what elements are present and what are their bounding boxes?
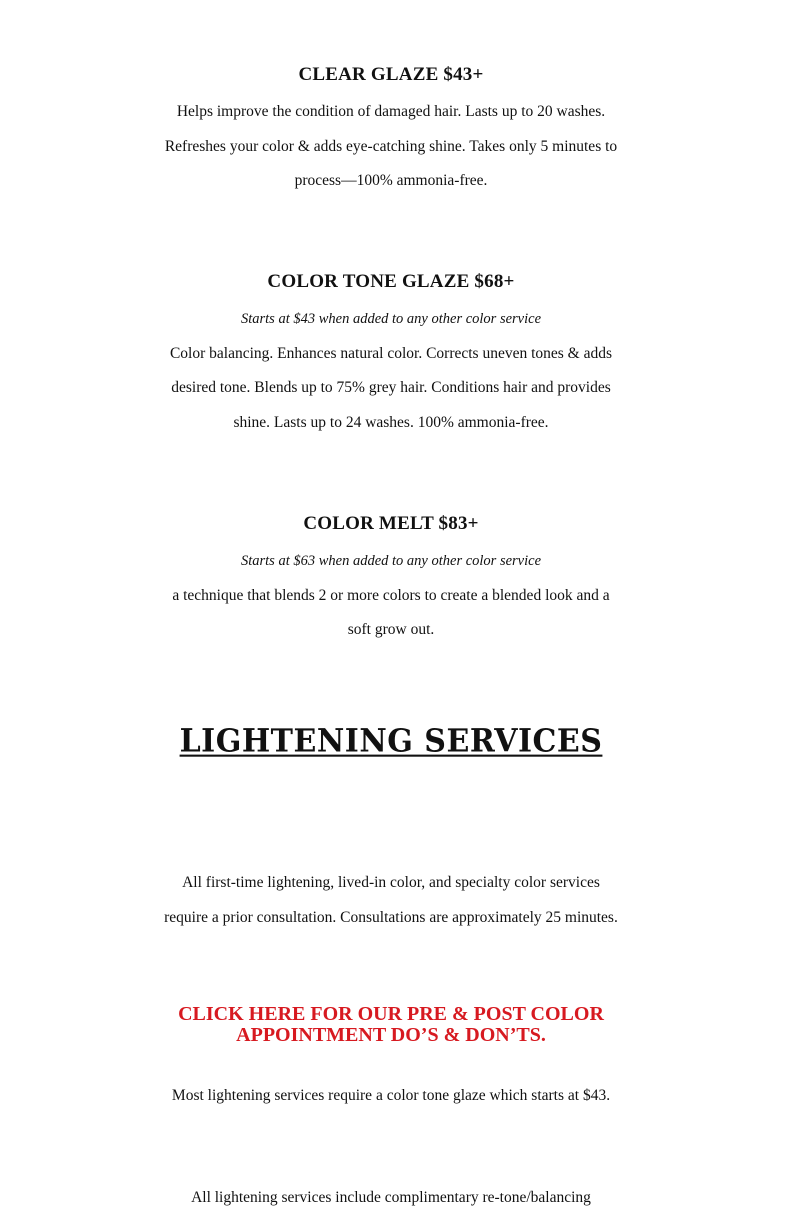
retone-text: All lightening services include complimentary re-tone/balancing [191, 1189, 591, 1206]
service-note: Starts at $63 when added to any other color service [240, 553, 542, 569]
service-description: Helps improve the condition of damaged hair. Lasts up to 20 washes. Refreshes your color & adds eye-catching shine. Takes only 5 minutes to process—100% ammonia-free. [164, 103, 618, 189]
service-note: Starts at $43 when added to any other color service [240, 311, 542, 327]
service-color-melt [160, 512, 622, 648]
glaze-requirement-text: Most lightening services require a color tone glaze which starts at $43. [171, 1087, 611, 1104]
dos-donts-link[interactable]: CLICK HERE FOR OUR PRE & POST COLOR APPOINTMENT DO’S & DON’TS. [178, 1003, 604, 1046]
service-clear-glaze [160, 63, 622, 199]
retone-info [160, 1181, 622, 1216]
service-description: a technique that blends 2 or more colors to create a blended look and a soft grow out. [172, 586, 610, 638]
color-dos-donts-cta [160, 1004, 622, 1046]
section-heading-lightening: LIGHTENING SERVICES [179, 723, 603, 760]
service-color-tone-glaze [160, 270, 622, 440]
service-title: COLOR TONE GLAZE $68+ [267, 271, 515, 292]
consultation-info [160, 866, 622, 935]
service-title: CLEAR GLAZE $43+ [298, 64, 484, 85]
service-title: COLOR MELT $83+ [303, 513, 479, 534]
consultation-text: All first-time lightening, lived-in color, and specialty color services require a prior consultation. Consultations are approximately 25 minutes. [164, 874, 618, 926]
service-description: Color balancing. Enhances natural color. Corrects uneven tones & adds desired tone. Blends up to 75% grey hair. Conditions hair and provides shine. Lasts up to 24 washes. 100% ammonia-free. [169, 344, 613, 431]
glaze-requirement [160, 1079, 622, 1114]
